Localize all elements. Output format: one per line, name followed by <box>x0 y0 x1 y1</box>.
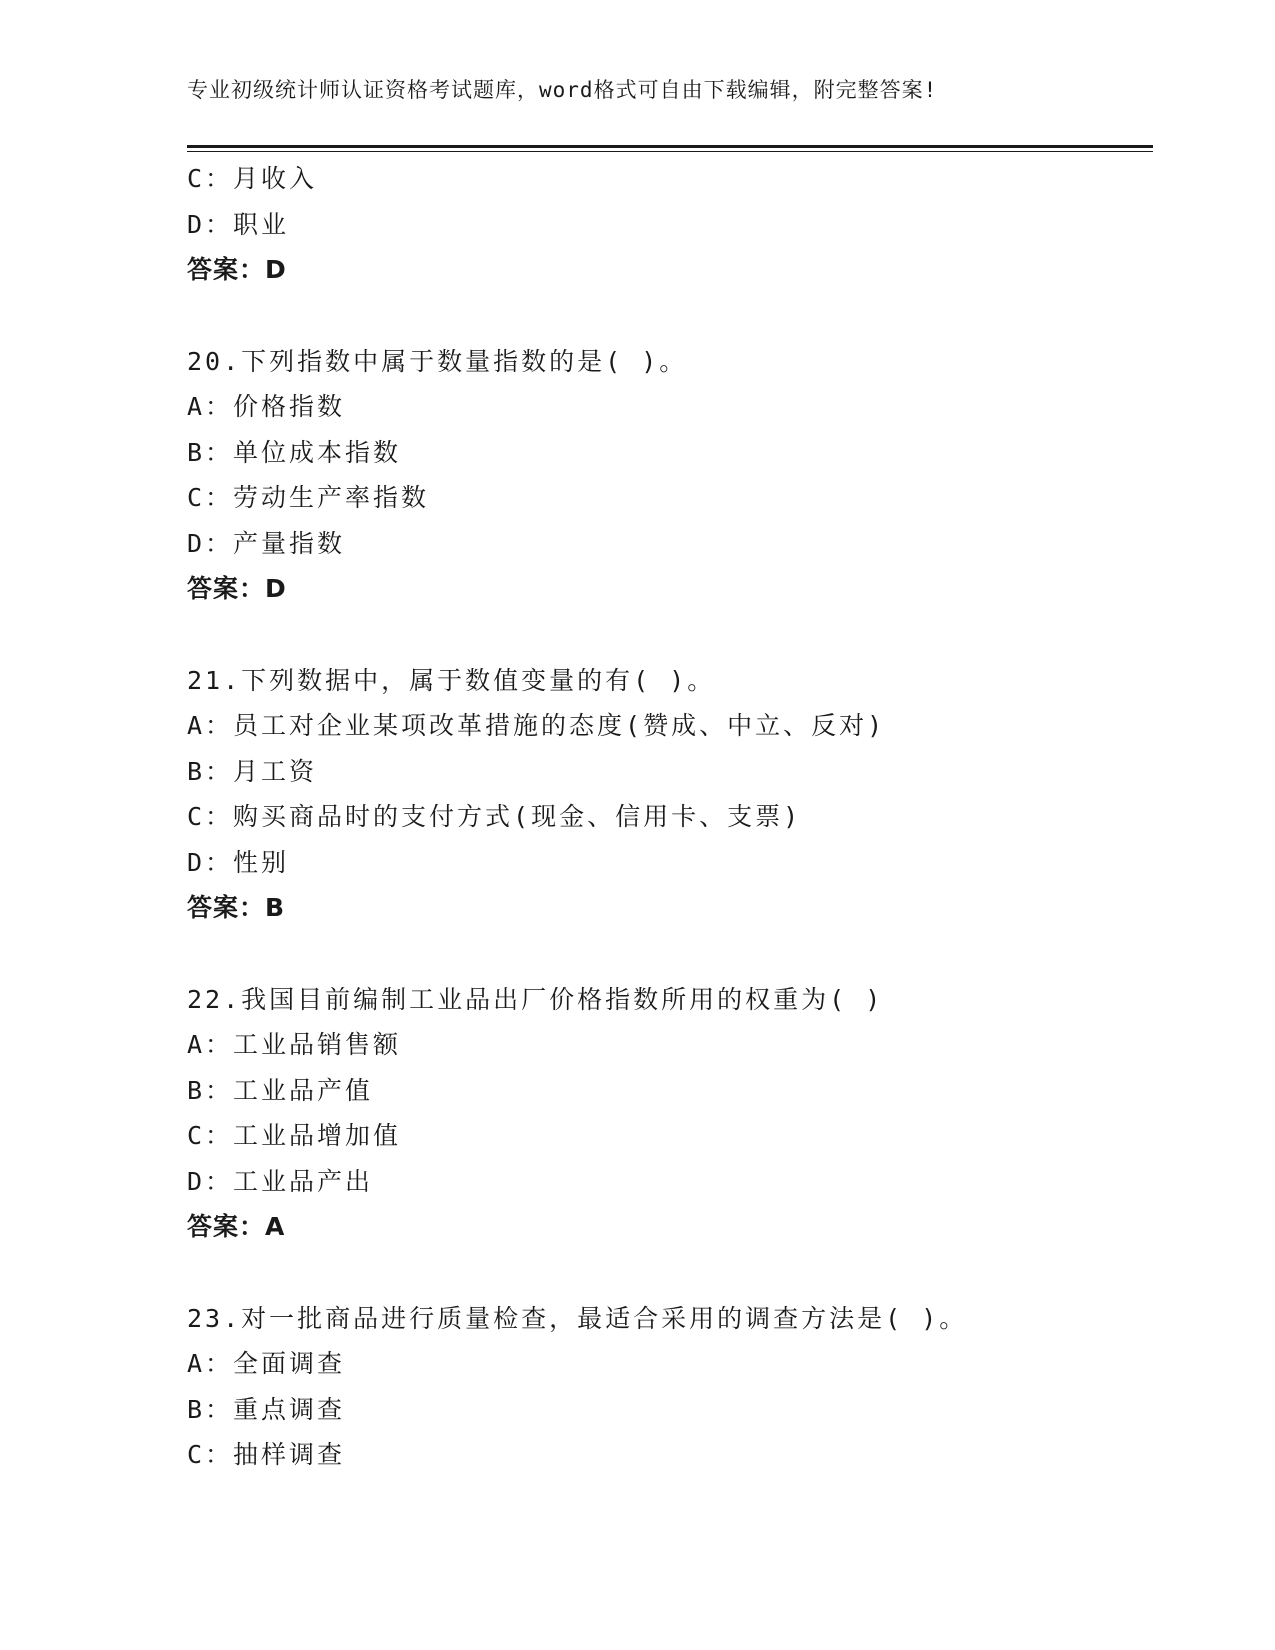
option-d: D：性别 <box>187 847 290 877</box>
question-block <box>187 339 1153 612</box>
block-spacer <box>187 931 1153 977</box>
answer-line: 答案：D <box>187 574 287 603</box>
option-c: C：工业品增加值 <box>187 1121 402 1150</box>
option-a: A：员工对企业某项改革措施的态度(赞成、中立、反对) <box>187 711 886 740</box>
option-c: C：抽样调查 <box>187 1440 346 1469</box>
question-block <box>187 658 1153 931</box>
answer-line: 答案：B <box>187 893 286 922</box>
option-d: D：产量指数 <box>187 528 346 558</box>
option-a: A：全面调查 <box>187 1349 346 1378</box>
question-block <box>187 156 1153 293</box>
header-rule-thin <box>187 151 1153 152</box>
answer-line: 答案：A <box>187 1212 286 1241</box>
block-spacer <box>187 293 1153 339</box>
option-b: B：月工资 <box>187 756 318 786</box>
header-rule-thick <box>187 145 1153 148</box>
question-text: 23.对一批商品进行质量检查，最适合采用的调查方法是( )。 <box>187 1303 968 1333</box>
option-d: D：工业品产出 <box>187 1166 374 1196</box>
block-spacer <box>187 1250 1153 1296</box>
option-c: C：劳动生产率指数 <box>187 483 430 512</box>
question-list <box>187 156 1153 1478</box>
option-a: A：价格指数 <box>187 392 346 421</box>
option-b: B：重点调查 <box>187 1394 346 1424</box>
block-spacer <box>187 612 1153 658</box>
question-block <box>187 1296 1153 1478</box>
option-c: C：购买商品时的支付方式(现金、信用卡、支票) <box>187 802 802 831</box>
question-text: 22.我国目前编制工业品出厂价格指数所用的权重为( ) <box>187 984 884 1014</box>
answer-line: 答案：D <box>187 255 287 284</box>
question-block <box>187 977 1153 1250</box>
option-a: A：工业品销售额 <box>187 1030 402 1059</box>
option-d: D：职业 <box>187 209 290 239</box>
question-text: 21.下列数据中，属于数值变量的有( )。 <box>187 665 716 695</box>
page-header: 专业初级统计师认证资格考试题库，word格式可自由下载编辑，附完整答案! <box>187 78 938 102</box>
question-text: 20.下列指数中属于数量指数的是( )。 <box>187 346 688 376</box>
option-c: C：月收入 <box>187 164 318 193</box>
option-b: B：单位成本指数 <box>187 437 402 467</box>
option-b: B：工业品产值 <box>187 1075 374 1105</box>
